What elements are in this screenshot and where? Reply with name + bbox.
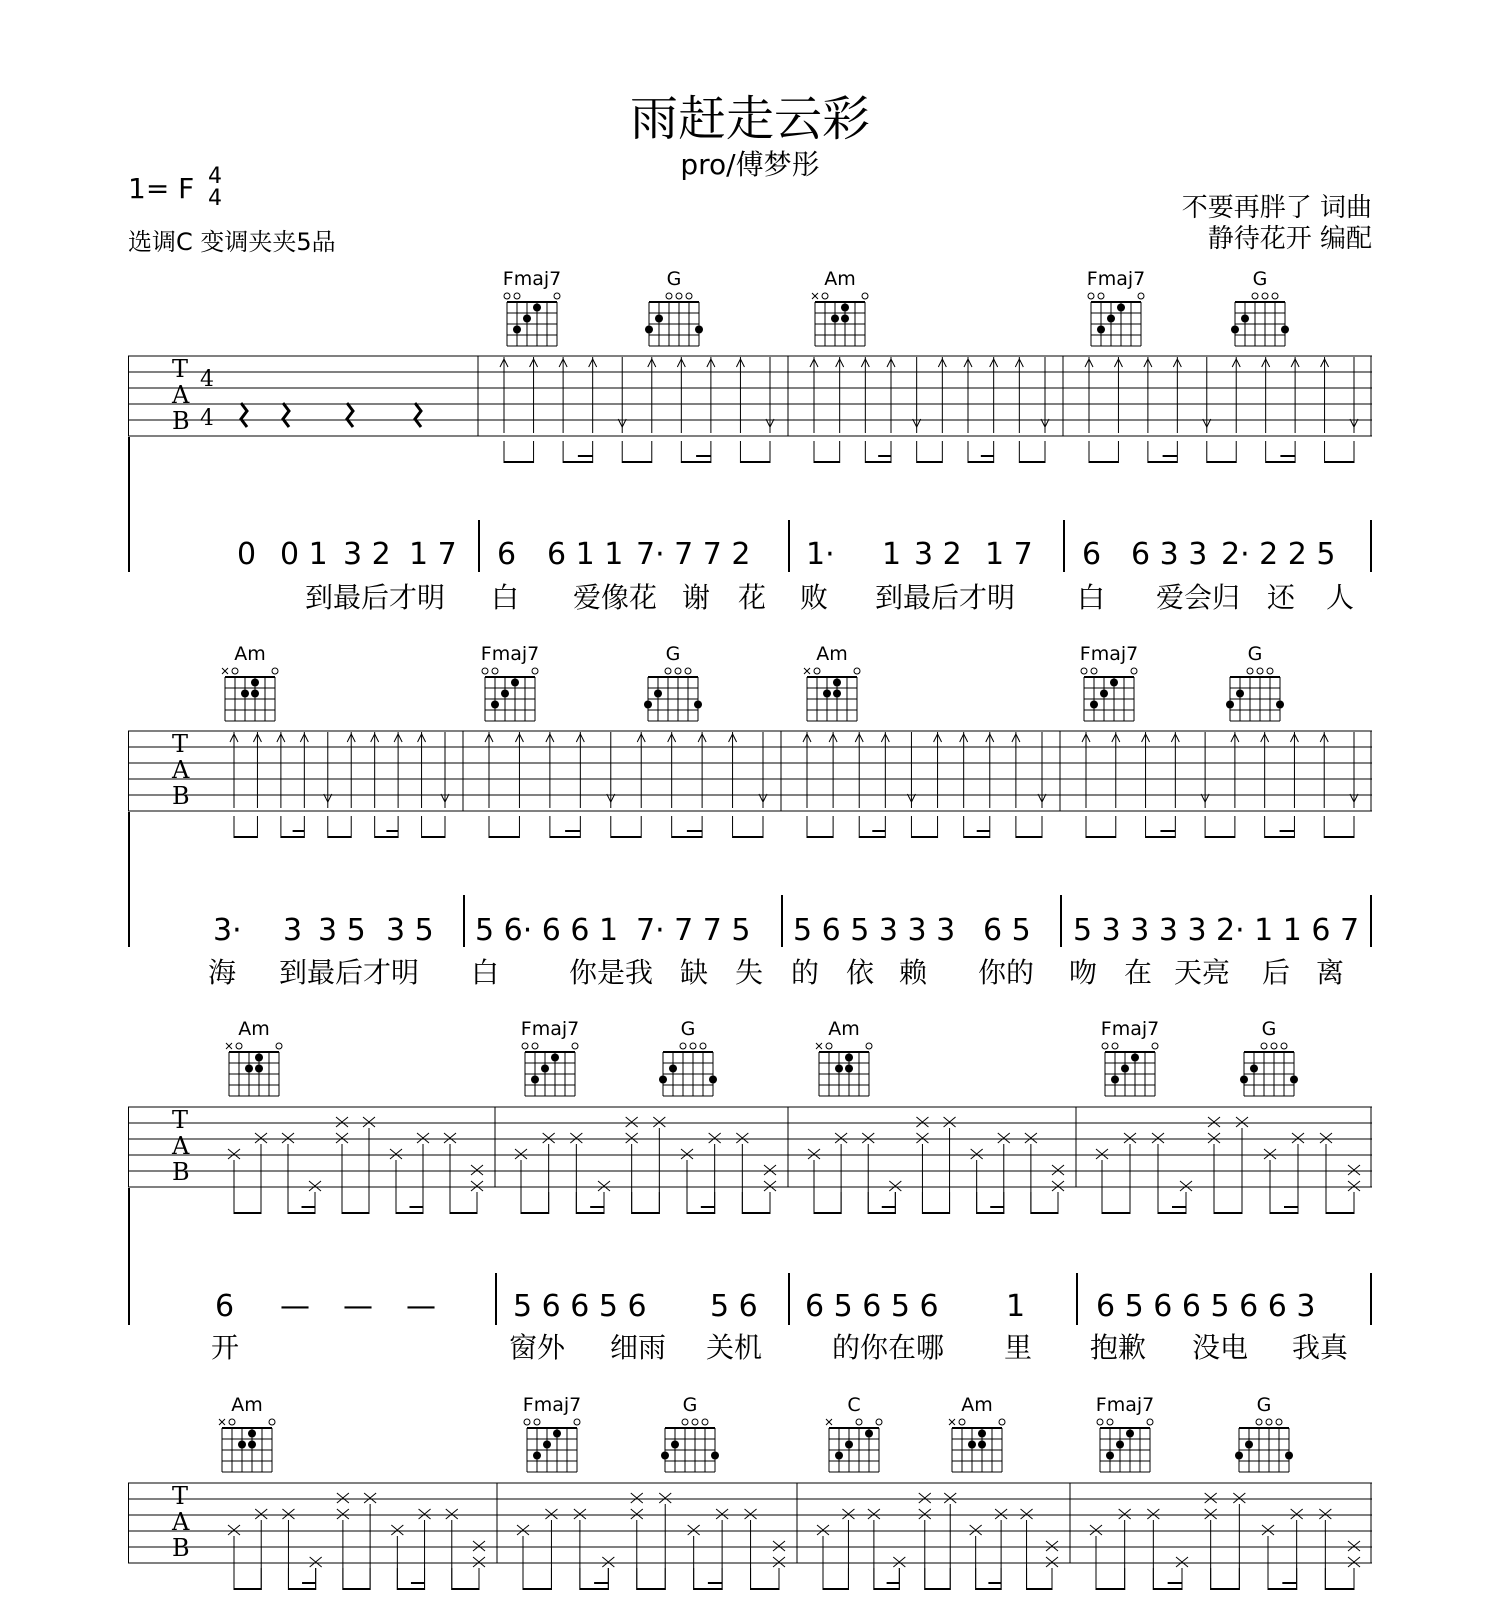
lyric-fragment: 天亮: [1174, 956, 1231, 989]
time-signature: [208, 166, 222, 210]
chord-name: Am: [231, 1394, 263, 1416]
chord-grid: [215, 1416, 279, 1478]
lyric-line: [0, 955, 1500, 995]
chord-name: G: [682, 1394, 698, 1416]
tab-staff-lines: [128, 1106, 1372, 1226]
lyric-fragment: 的: [791, 956, 820, 989]
chord-diagram-fmaj7: [478, 643, 542, 727]
lyric-fragment: 谢: [682, 581, 711, 614]
svg-text:4: 4: [200, 367, 214, 392]
notation-barline: [1370, 895, 1372, 947]
chord-diagram-fmaj7: [500, 268, 564, 352]
notation-barline: [1060, 895, 1062, 947]
chord-diagram-fmaj7: [1098, 1018, 1162, 1102]
time-signature-bottom: 4: [208, 186, 222, 211]
lyric-fragment: 没电: [1192, 1331, 1249, 1364]
notation-group: 2· 2 2 5: [1221, 537, 1336, 572]
notation-group: 5 6: [710, 1289, 758, 1324]
lyric-fragment: 窗外: [509, 1331, 566, 1364]
chord-diagram-am: [808, 268, 872, 352]
lyric-fragment: 缺: [680, 956, 709, 989]
lyric-fragment: 到最后才明: [875, 581, 1016, 614]
chord-name: Fmaj7: [1086, 268, 1146, 290]
lyric-fragment: 白: [491, 581, 520, 614]
chord-grid: [1237, 1040, 1301, 1102]
chord-diagram-am: [215, 1394, 279, 1478]
chord-grid: [812, 1040, 876, 1102]
notation-barline: [781, 895, 783, 947]
notation-group: 1·: [806, 537, 835, 572]
chord-name: Fmaj7: [480, 643, 540, 665]
notation-group: 7· 7 7 2: [636, 537, 751, 572]
lyric-fragment: 依: [846, 956, 875, 989]
tab-clef-a: A: [172, 1508, 190, 1536]
chord-grid: [822, 1416, 886, 1478]
chord-name: Fmaj7: [1100, 1018, 1160, 1040]
chord-grid: [945, 1416, 1009, 1478]
chord-grid: [1084, 290, 1148, 352]
chord-grid: [1228, 290, 1292, 352]
tab-clef-a: A: [172, 756, 190, 784]
chord-name: Am: [238, 1018, 270, 1040]
chord-diagram-g: [1237, 1018, 1301, 1102]
chord-grid: [1223, 665, 1287, 727]
chord-name: G: [1247, 643, 1263, 665]
song-subtitle: pro/傅梦彤: [680, 148, 820, 181]
lyric-line: [0, 1330, 1500, 1370]
chord-name: Fmaj7: [520, 1018, 580, 1040]
credit-arrangement: 静待花开 编配: [1207, 224, 1372, 254]
tab-staff-lines: [128, 730, 1372, 850]
system-left-line: [128, 1188, 130, 1325]
lyric-fragment: 失: [735, 956, 764, 989]
credits: [1182, 193, 1372, 255]
chord-grid: [520, 1416, 584, 1478]
notation-barline: [1370, 520, 1372, 572]
notation-group: 6 1 1: [547, 537, 624, 572]
key-signature: 1= F: [128, 172, 195, 205]
chord-grid: [641, 665, 705, 727]
credit-lyrics-music: 不要再胖了 词曲: [1181, 193, 1372, 223]
lyric-fragment: 我真: [1292, 1331, 1349, 1364]
chord-diagram-g: [641, 643, 705, 727]
chord-grid: [800, 665, 864, 727]
tab-staff: [128, 730, 1372, 850]
chord-name: Fmaj7: [1079, 643, 1139, 665]
notation-group: 6: [215, 1289, 235, 1324]
notation-group: —: [343, 1289, 373, 1324]
chord-name: C: [847, 1394, 861, 1416]
lyric-fragment: 的你在哪: [832, 1331, 945, 1364]
notation-group: 6 5: [983, 913, 1031, 948]
lyric-fragment: 人: [1326, 581, 1355, 614]
chord-name: G: [665, 643, 681, 665]
notation-group: 3 5: [318, 913, 366, 948]
chord-name: G: [666, 268, 682, 290]
capo-info: 选调C 变调夹夹5品: [128, 228, 336, 256]
tab-staff-lines: [128, 355, 1372, 475]
tab-clef-t: T: [172, 355, 189, 383]
notation-group: 6 3 3: [1131, 537, 1208, 572]
chord-name: Fmaj7: [1095, 1394, 1155, 1416]
chord-diagram-am: [800, 643, 864, 727]
chord-diagram-fmaj7: [1093, 1394, 1157, 1478]
system-left-line: [128, 812, 130, 947]
tab-clef-t: T: [172, 1482, 189, 1510]
lyric-fragment: 你的: [978, 956, 1035, 989]
tab-staff: [128, 355, 1372, 475]
chord-diagram-am: [222, 1018, 286, 1102]
chord-name: G: [1256, 1394, 1272, 1416]
lyric-fragment: 到最后才明: [305, 581, 446, 614]
chord-name: Am: [234, 643, 266, 665]
notation-group: 7· 7 7 5: [636, 913, 751, 948]
lyric-fragment: 败: [800, 581, 829, 614]
notation-group: 5 6 6 5 6: [513, 1289, 647, 1324]
notation-group: 1: [1006, 1289, 1026, 1324]
lyric-fragment: 海: [208, 956, 237, 989]
tab-staff-lines: [128, 1482, 1372, 1602]
notation-group: 1: [882, 537, 902, 572]
notation-group: 6 5 6 5 6: [805, 1289, 939, 1324]
chord-diagram-g: [1232, 1394, 1296, 1478]
chord-diagram-fmaj7: [1084, 268, 1148, 352]
chord-diagram-g: [642, 268, 706, 352]
chord-grid: [656, 1040, 720, 1102]
lyric-fragment: 爱像花: [573, 581, 658, 614]
tab-clef-b: B: [172, 782, 190, 810]
notation-group: 6: [1082, 537, 1102, 572]
system-left-line: [128, 437, 130, 572]
notation-group: 5 6· 6 6 1: [475, 913, 619, 948]
notation-group: 6: [497, 537, 517, 572]
notation-group: 3 5: [386, 913, 434, 948]
notation-group: 3 2: [914, 537, 962, 572]
notation-barline: [1076, 1273, 1078, 1325]
tab-clef-t: T: [172, 730, 189, 758]
notation-group: 6 5 6 6 5 6 6 3: [1096, 1289, 1316, 1324]
lyric-fragment: 还: [1267, 581, 1296, 614]
tab-clef-b: B: [172, 407, 190, 435]
chord-name: Am: [828, 1018, 860, 1040]
chord-diagram-fmaj7: [1077, 643, 1141, 727]
chord-grid: [478, 665, 542, 727]
lyric-fragment: 抱歉: [1090, 1331, 1147, 1364]
chord-diagram-g: [1223, 643, 1287, 727]
notation-group: 2· 1 1 6 7: [1216, 913, 1360, 948]
chord-diagram-c: [822, 1394, 886, 1478]
chord-name: Fmaj7: [522, 1394, 582, 1416]
svg-text:4: 4: [200, 406, 214, 431]
notation-barline: [788, 1273, 790, 1325]
chord-diagram-fmaj7: [520, 1394, 584, 1478]
chord-grid: [1098, 1040, 1162, 1102]
tab-staff: [128, 1482, 1372, 1602]
chord-diagram-fmaj7: [518, 1018, 582, 1102]
chord-grid: [658, 1416, 722, 1478]
lyric-fragment: 细雨: [610, 1331, 667, 1364]
chord-grid: [642, 290, 706, 352]
chord-grid: [1232, 1416, 1296, 1478]
chord-grid: [222, 1040, 286, 1102]
chord-diagram-g: [1228, 268, 1292, 352]
notation-barline: [1063, 520, 1065, 572]
chord-name: Am: [824, 268, 856, 290]
notation-group: 5 6 5 3 3 3: [793, 913, 956, 948]
notation-group: 1 7: [985, 537, 1033, 572]
chord-name: G: [680, 1018, 696, 1040]
chord-diagram-am: [812, 1018, 876, 1102]
lyric-fragment: 离: [1316, 956, 1345, 989]
lyric-fragment: 你是我: [569, 956, 654, 989]
lyric-fragment: 在: [1124, 956, 1153, 989]
notation-barline: [495, 1273, 497, 1325]
chord-name: G: [1261, 1018, 1277, 1040]
notation-group: —: [406, 1289, 436, 1324]
chord-grid: [518, 1040, 582, 1102]
chord-grid: [218, 665, 282, 727]
tab-clef-b: B: [172, 1534, 190, 1562]
lyric-fragment: 赖: [899, 956, 928, 989]
tab-clef-t: T: [172, 1106, 189, 1134]
chord-name: Am: [816, 643, 848, 665]
lyric-fragment: 关机: [706, 1331, 763, 1364]
chord-name: Fmaj7: [502, 268, 562, 290]
notation-group: —: [280, 1289, 310, 1324]
notation-group: 0 1: [280, 537, 328, 572]
chord-grid: [500, 290, 564, 352]
lyric-fragment: 开: [211, 1331, 240, 1364]
chord-grid: [808, 290, 872, 352]
chord-grid: [1093, 1416, 1157, 1478]
lyric-fragment: 后: [1262, 956, 1291, 989]
lyric-fragment: 花: [738, 581, 767, 614]
notation-group: 5 3 3 3 3: [1073, 913, 1207, 948]
chord-name: G: [1252, 268, 1268, 290]
notation-group: 3·: [213, 913, 242, 948]
notation-group: 3: [283, 913, 303, 948]
song-title: 雨赶走云彩: [629, 91, 870, 147]
lyric-line: [0, 580, 1500, 620]
chord-grid: [1077, 665, 1141, 727]
lyric-fragment: 里: [1004, 1331, 1033, 1364]
tab-staff: [128, 1106, 1372, 1226]
tab-clef-b: B: [172, 1158, 190, 1186]
lyric-fragment: 吻: [1069, 956, 1098, 989]
notation-barline: [1370, 1273, 1372, 1325]
notation-barline: [788, 520, 790, 572]
lyric-fragment: 白: [471, 956, 500, 989]
chord-diagram-am: [218, 643, 282, 727]
time-signature-top: 4: [208, 164, 222, 189]
lyric-fragment: 白: [1077, 581, 1106, 614]
lyric-fragment: 到最后才明: [279, 956, 420, 989]
chord-diagram-g: [656, 1018, 720, 1102]
chord-name: Am: [961, 1394, 993, 1416]
notation-group: 3 2: [343, 537, 391, 572]
notation-group: 0: [237, 537, 257, 572]
chord-diagram-am: [945, 1394, 1009, 1478]
notation-group: 1 7: [409, 537, 457, 572]
chord-diagram-g: [658, 1394, 722, 1478]
notation-barline: [463, 895, 465, 947]
tab-clef-a: A: [172, 1132, 190, 1160]
tab-clef-a: A: [172, 381, 190, 409]
lyric-fragment: 爱会归: [1156, 581, 1241, 614]
notation-barline: [478, 520, 480, 572]
